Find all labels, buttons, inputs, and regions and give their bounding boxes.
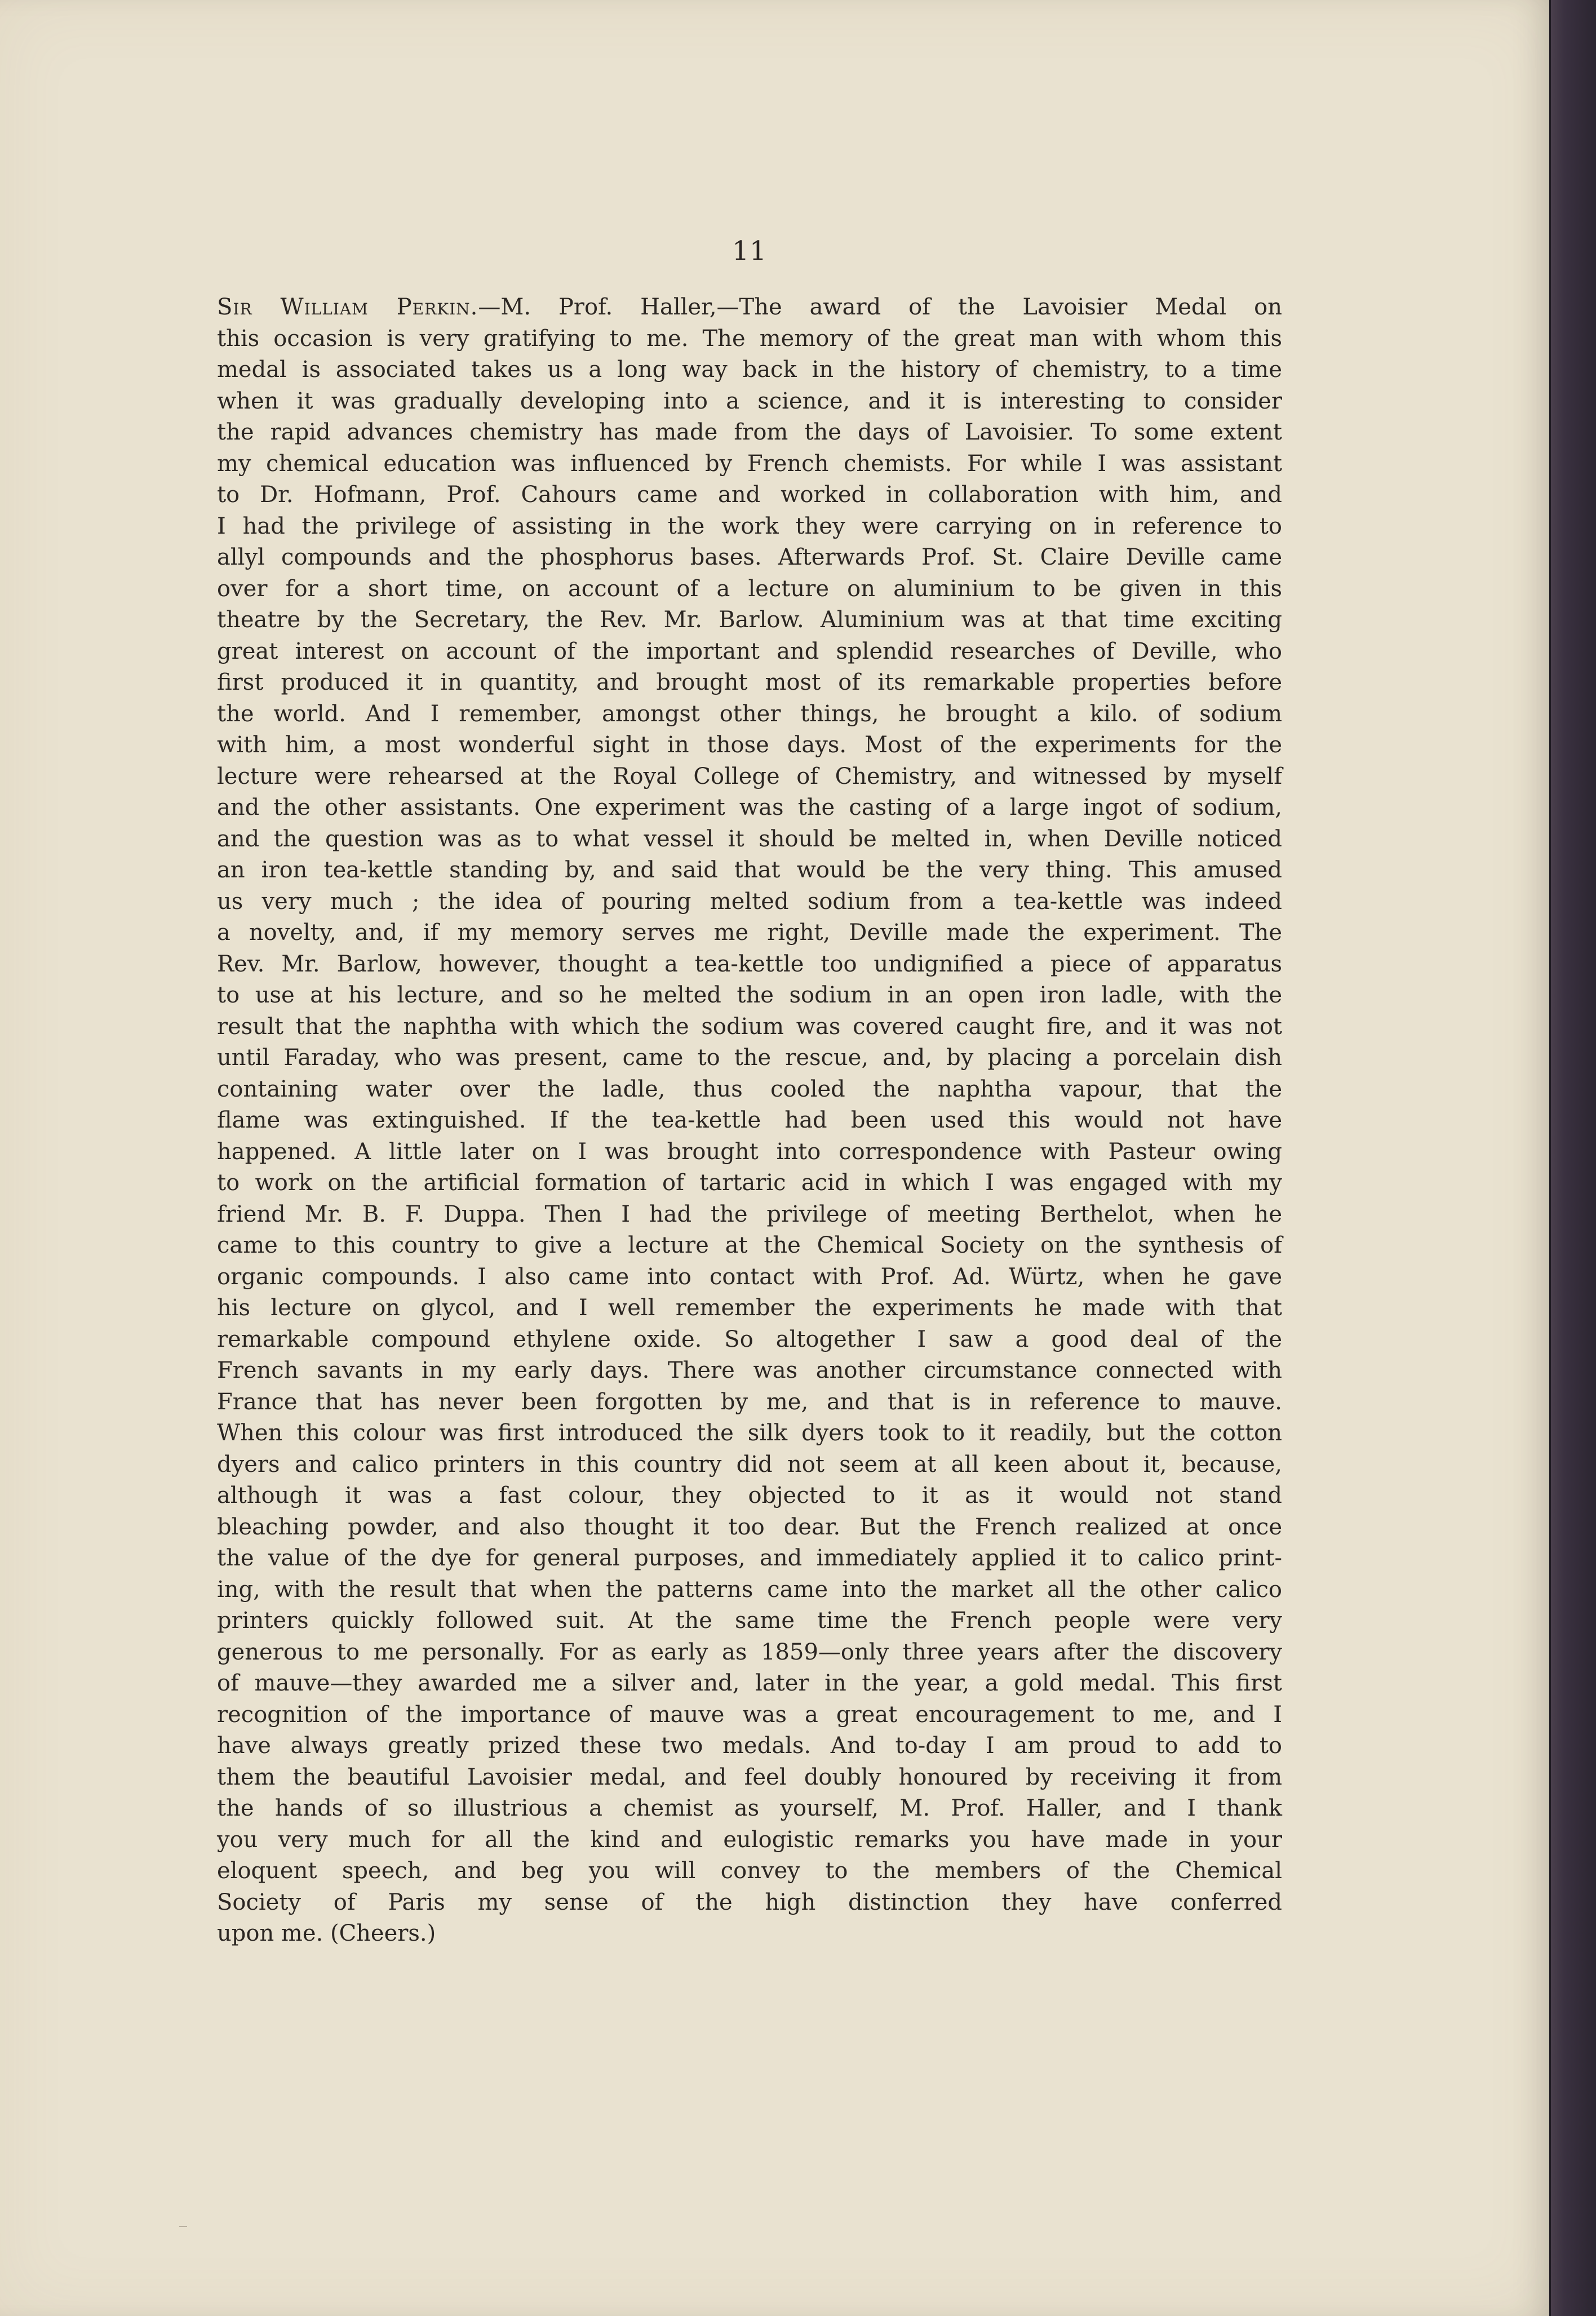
text-line: printers quickly followed suit. At the same time the French people were very [217, 1608, 1282, 1634]
text-line: Sir William Perkin.—M. Prof. Haller,—The award of the Lavoisier Medal on [217, 294, 1282, 320]
text-line: my chemical education was influenced by French chemists. For while I was assistant [217, 450, 1282, 477]
text-line: over for a short time, on account of a lecture on aluminium to be given in this [217, 575, 1282, 602]
text-line: the hands of so illustrious a chemist as yourself, M. Prof. Haller, and I thank [217, 1795, 1282, 1821]
speech-text [217, 292, 1282, 1950]
text-line: organic compounds. I also came into contact with Prof. Ad. Würtz, when he gave [217, 1263, 1282, 1290]
text-line: the world. And I remember, amongst other things, he brought a kilo. of sodium [217, 700, 1282, 727]
speaker-name: Sir William Perkin. [217, 294, 478, 320]
text-line: although it was a fast colour, they objected to it as it would not stand [217, 1483, 1282, 1508]
text-line: allyl compounds and the phosphorus bases. Afterwards Prof. St. Claire Deville came [217, 544, 1282, 570]
text-line: I had the privilege of assisting in the work they were carrying on in reference to [217, 513, 1282, 539]
text-line: you very much for all the kind and eulogistic remarks you have made in your [217, 1826, 1282, 1853]
text-line: medal is associated takes us a long way back in the history of chemistry, to a time [217, 357, 1282, 383]
text-line: remarkable compound ethylene oxide. So altogether I saw a good deal of the [217, 1326, 1282, 1352]
text-line: flame was extinguished. If the tea-kettle had been used this would not have [217, 1107, 1282, 1133]
page-number: 11 [732, 236, 767, 267]
text-line: Society of Paris my sense of the high distinction they have conferred [217, 1889, 1282, 1915]
text-line: and the question was as to what vessel it should be melted in, when Deville noticed [217, 826, 1282, 852]
text-line: the value of the dye for general purposes, and immediately applied it to calico print- [217, 1545, 1282, 1571]
text-line: bleaching powder, and also thought it too dear. But the French realized at once [217, 1514, 1282, 1540]
text-line: to work on the artificial formation of tartaric acid in which I was engaged with my [217, 1170, 1282, 1196]
text-line: dyers and calico printers in this country did not seem at all keen about it, because, [217, 1451, 1282, 1478]
text-line: until Faraday, who was present, came to the rescue, and, by placing a porcelain dish [217, 1045, 1282, 1071]
page-mark [179, 2226, 187, 2227]
text-line: theatre by the Secretary, the Rev. Mr. Barlow. Aluminium was at that time exciting [217, 607, 1282, 633]
text-line: lecture were rehearsed at the Royal College of Chemistry, and witnessed by myself [217, 763, 1282, 789]
text-line: of mauve—they awarded me a silver and, later in the year, a gold medal. This first [217, 1670, 1282, 1696]
text-line: France that has never been forgotten by me, and that is in reference to mauve. [217, 1388, 1282, 1415]
text-line: upon me. (Cheers.) [217, 1920, 436, 1946]
text-line: French savants in my early days. There was another circumstance connected with [217, 1357, 1282, 1383]
text-line: came to this country to give a lecture at the Chemical Society on the synthesis of [217, 1232, 1282, 1258]
text-line: an iron tea-kettle standing by, and said that would be the very thing. This amused [217, 857, 1282, 883]
text-line: have always greatly prized these two medals. And to-day I am proud to add to [217, 1733, 1282, 1759]
text-line: ing, with the result that when the patterns came into the market all the other calico [217, 1576, 1282, 1603]
text-line: containing water over the ladle, thus cooled the naphtha vapour, that the [217, 1076, 1282, 1102]
text-line: his lecture on glycol, and I well remember the experiments he made with that [217, 1295, 1282, 1321]
text-line: them the beautiful Lavoisier medal, and feel doubly honoured by receiving it from [217, 1764, 1282, 1790]
text-line: When this colour was first introduced the silk dyers took to it readily, but the cotton [217, 1420, 1282, 1446]
text-line: to use at his lecture, and so he melted the sodium in an open iron ladle, with the [217, 982, 1282, 1008]
text-line: generous to me personally. For as early as 1859—only three years after the discovery [217, 1639, 1282, 1665]
text-line: the rapid advances chemistry has made from the days of Lavoisier. To some extent [217, 419, 1282, 445]
text-line: first produced it in quantity, and brought most of its remarkable properties before [217, 669, 1282, 695]
text-line: and the other assistants. One experiment was the casting of a large ingot of sodium, [217, 795, 1282, 820]
text-line: us very much ; the idea of pouring melted sodium from a tea-kettle was indeed [217, 888, 1282, 915]
text-line: great interest on account of the important and splendid researches of Deville, who [217, 638, 1282, 664]
text-line: this occasion is very gratifying to me. The memory of the great man with whom this [217, 325, 1282, 352]
text-line: happened. A little later on I was brought into correspondence with Pasteur owing [217, 1138, 1282, 1165]
text-line: recognition of the importance of mauve was a great encouragement to me, and I [217, 1701, 1282, 1728]
text-line: friend Mr. B. F. Duppa. Then I had the privilege of meeting Berthelot, when he [217, 1201, 1282, 1227]
text-line: a novelty, and, if my memory serves me right, Deville made the experiment. The [217, 920, 1282, 946]
book-binding [1549, 0, 1596, 2316]
text-line: result that the naphtha with which the sodium was covered caught fire, and it was not [217, 1013, 1282, 1040]
text-line: Rev. Mr. Barlow, however, thought a tea-kettle too undignified a piece of apparatus [217, 951, 1282, 977]
text-line: when it was gradually developing into a science, and it is interesting to consider [217, 388, 1282, 414]
text-line: eloquent speech, and beg you will convey to the members of the Chemical [217, 1858, 1282, 1884]
text-line: with him, a most wonderful sight in those days. Most of the experiments for the [217, 732, 1282, 758]
text-line: to Dr. Hofmann, Prof. Cahours came and worked in collaboration with him, and [217, 482, 1282, 508]
